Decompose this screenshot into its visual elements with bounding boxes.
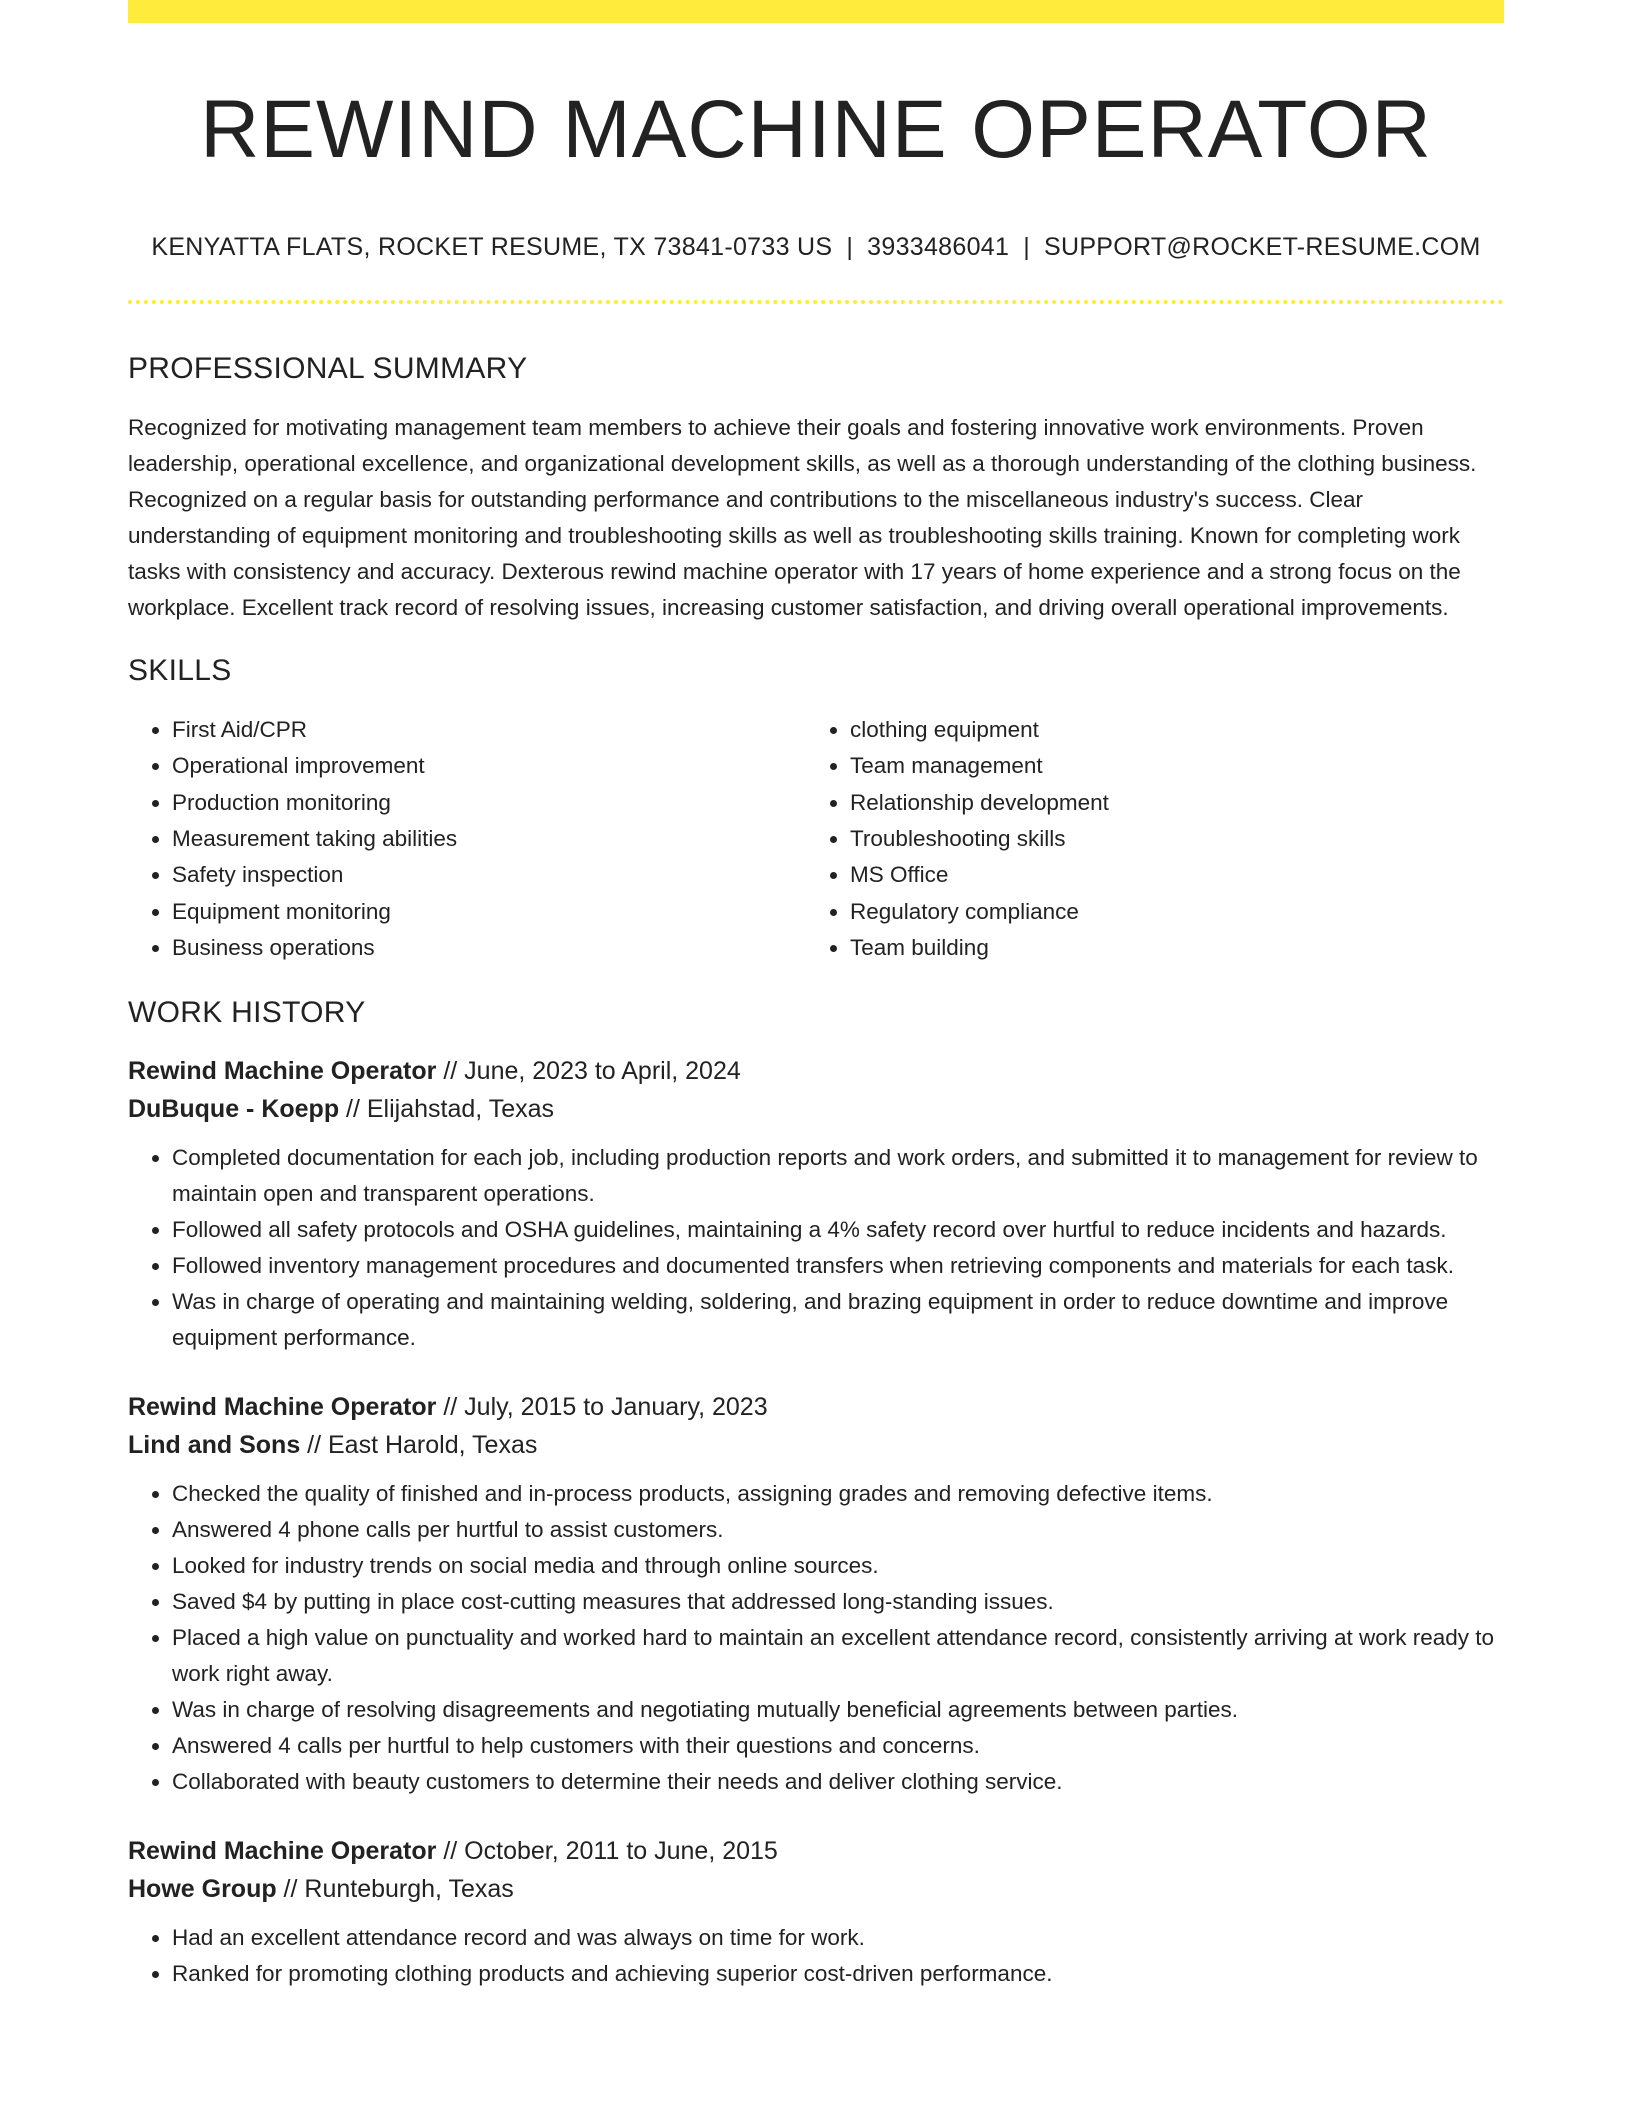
skill-item: • Regulatory compliance xyxy=(850,894,1484,930)
job-dates: // July, 2015 to January, 2023 xyxy=(436,1393,768,1422)
job-role-line xyxy=(128,1388,1504,1426)
skill-item: • Operational improvement xyxy=(172,748,806,784)
skills-heading: SKILLS xyxy=(128,654,232,688)
job-role-line xyxy=(128,1052,1504,1090)
accent-bar xyxy=(128,0,1504,23)
job-location: // Runteburgh, Texas xyxy=(276,1875,514,1904)
summary-paragraph: Recognized for motivating management team members to achieve their goals and fostering innovative work environments. Proven leadership, operational excellence, and organizational development skills, as well as a thorough understanding of the clothing business. Recognized on a regular basis for outstanding performance and contributions to the miscellaneous industry's success. Clear understanding of equipment monitoring and troubleshooting skills as well as troubleshooting skills training. Known for completing work tasks with consistency and accuracy. Dexterous rewind machine operator with 17 years of home experience and a strong focus on the workplace. Excellent track record of resolving issues, increasing customer satisfaction, and driving overall operational improvements. xyxy=(128,415,1477,621)
skill-item: • Equipment monitoring xyxy=(172,894,806,930)
job-entry xyxy=(128,1832,1504,1992)
job-dates: // October, 2011 to June, 2015 xyxy=(436,1837,778,1866)
skill-item: • Production monitoring xyxy=(172,785,806,821)
contact-email: SUPPORT@ROCKET-RESUME.COM xyxy=(1044,233,1481,262)
skill-item: • Business operations xyxy=(172,930,806,966)
skill-item: • Team management xyxy=(850,748,1484,784)
skill-item: • Relationship development xyxy=(850,785,1484,821)
skills-list xyxy=(128,712,1504,966)
skill-item: • First Aid/CPR xyxy=(172,712,806,748)
job-company: Howe Group xyxy=(128,1875,277,1904)
skill-item: • MS Office xyxy=(850,857,1484,893)
job-role: Rewind Machine Operator xyxy=(128,1837,437,1866)
skill-item: • Safety inspection xyxy=(172,857,806,893)
skills-column-left xyxy=(128,712,806,966)
job-role-line xyxy=(128,1832,1504,1870)
job-bullet: • Completed documentation for each job, including production reports and work orders, and submitted it to management for review to maintain open and transparent operations. xyxy=(172,1140,1504,1212)
job-bullet: • Ranked for promoting clothing products and achieving superior cost-driven performance. xyxy=(172,1956,1504,1992)
job-bullets xyxy=(128,1476,1504,1800)
contact-separator: | xyxy=(846,233,854,262)
job-company-line xyxy=(128,1090,1504,1128)
job-company-line xyxy=(128,1426,1504,1464)
contact-phone: 3933486041 xyxy=(867,233,1010,262)
job-company: DuBuque - Koepp xyxy=(128,1095,340,1124)
job-bullets xyxy=(128,1140,1504,1356)
job-role: Rewind Machine Operator xyxy=(128,1393,437,1422)
job-entry xyxy=(128,1052,1504,1356)
job-location: // Elijahstad, Texas xyxy=(339,1095,555,1124)
job-location: // East Harold, Texas xyxy=(300,1431,538,1460)
job-entry xyxy=(128,1388,1504,1800)
job-bullet: • Followed all safety protocols and OSHA guidelines, maintaining a 4% safety record over hurtful to reduce incidents and hazards. xyxy=(172,1212,1504,1248)
skills-column-right xyxy=(806,712,1484,966)
skill-item: • Troubleshooting skills xyxy=(850,821,1484,857)
job-bullet: • Answered 4 phone calls per hurtful to assist customers. xyxy=(172,1512,1504,1548)
resume-title: REWIND MACHINE OPERATOR xyxy=(200,84,1432,175)
job-bullets xyxy=(128,1920,1504,1992)
work-history-heading: WORK HISTORY xyxy=(128,996,366,1030)
summary-heading: PROFESSIONAL SUMMARY xyxy=(128,352,528,386)
header-divider xyxy=(128,300,1504,304)
contact-line xyxy=(128,233,1504,262)
job-bullet: • Collaborated with beauty customers to determine their needs and deliver clothing service. xyxy=(172,1764,1504,1800)
job-bullet: • Looked for industry trends on social media and through online sources. xyxy=(172,1548,1504,1584)
job-company: Lind and Sons xyxy=(128,1431,301,1460)
skill-item: • Measurement taking abilities xyxy=(172,821,806,857)
job-bullet: • Had an excellent attendance record and was always on time for work. xyxy=(172,1920,1504,1956)
job-dates: // June, 2023 to April, 2024 xyxy=(436,1057,741,1086)
job-bullet: • Placed a high value on punctuality and worked hard to maintain an excellent attendance record, consistently arriving at work ready to work right away. xyxy=(172,1620,1504,1692)
job-role: Rewind Machine Operator xyxy=(128,1057,437,1086)
job-bullet: • Followed inventory management procedures and documented transfers when retrieving components and materials for each task. xyxy=(172,1248,1504,1284)
skill-item: • Team building xyxy=(850,930,1484,966)
skill-item: • clothing equipment xyxy=(850,712,1484,748)
contact-address: KENYATTA FLATS, ROCKET RESUME, TX 73841-0733 US xyxy=(151,233,833,262)
contact-separator: | xyxy=(1023,233,1030,262)
resume-page xyxy=(128,0,1504,1992)
job-bullet: • Saved $4 by putting in place cost-cutting measures that addressed long-standing issues. xyxy=(172,1584,1504,1620)
job-bullet: • Answered 4 calls per hurtful to help customers with their questions and concerns. xyxy=(172,1728,1504,1764)
job-bullet: • Checked the quality of finished and in-process products, assigning grades and removing defective items. xyxy=(172,1476,1504,1512)
job-company-line xyxy=(128,1870,1504,1908)
job-bullet: • Was in charge of resolving disagreements and negotiating mutually beneficial agreements between parties. xyxy=(172,1692,1504,1728)
job-bullet: • Was in charge of operating and maintaining welding, soldering, and brazing equipment in order to reduce downtime and improve equipment performance. xyxy=(172,1284,1504,1356)
